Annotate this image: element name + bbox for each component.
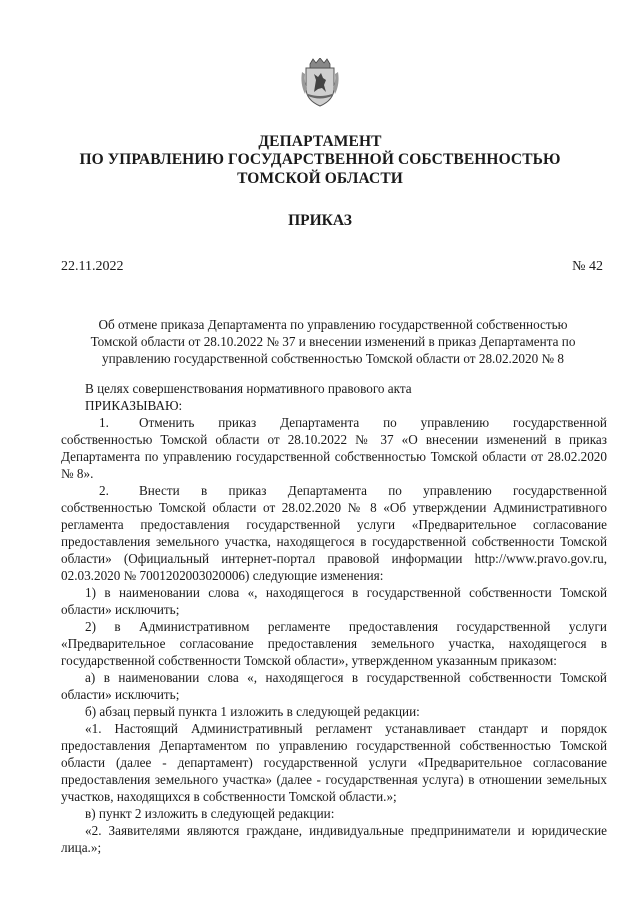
subitem-v-quote: «2. Заявителями являются граждане, индивидуальные предприниматели и юридические лица.»; <box>61 823 607 855</box>
subject-line-3: управлению государственной собственностью Томской области от 28.02.2020 № 8 <box>102 351 564 366</box>
item-1-heading: Отменить приказ Департамента по управлению государственной <box>139 415 607 430</box>
subitem-v: в) пункт 2 изложить в следующей редакции: <box>85 806 335 821</box>
document-type: ПРИКАЗ <box>288 212 352 229</box>
subject-line-1: Об отмене приказа Департамента по управлению государственной собственностью <box>98 317 568 332</box>
department-title-line-2: ПО УПРАВЛЕНИЮ ГОСУДАРСТВЕННОЙ СОБСТВЕННОСТЬЮ <box>79 151 561 168</box>
subitem-2: 2) в Административном регламенте предоставления государственной услуги «Предварительное согласование предоставления земельного участка, находящегося в государственной собственности Томской области», утвержденном указанным приказом: <box>61 619 607 668</box>
item-2-heading: Внести в приказ Департамента по управлению государственной <box>139 483 607 498</box>
item-1-number: 1. <box>99 415 109 430</box>
item-2-text: собственностью Томской области от 28.02.2020 № 8 «Об утверждении Административного регламента предоставления государственной услуги «Предварительное согласование предоставления земельного участка, находящегося в государственной собственности Томской области» (Официальный интернет-портал правовой информации http://www.pravo.gov.ru, 02.03.2020 № 7001202003020006) следующие изменения: <box>61 500 607 583</box>
order-number: № 42 <box>572 259 603 274</box>
item-1-first-line <box>61 414 607 431</box>
item-1-text: собственностью Томской области от 28.10.2022 № 37 «О внесении изменений в приказ Департамента по управлению государственной собственностью Томской области от 28.02.2020 № 8». <box>61 432 607 481</box>
subitem-1: 1) в наименовании слова «, находящегося в государственной собственности Томской области» исключить; <box>61 585 607 617</box>
subitem-b: б) абзац первый пункта 1 изложить в следующей редакции: <box>85 704 420 719</box>
tomsk-coat-of-arms-icon <box>300 58 340 108</box>
order-subject <box>61 316 605 367</box>
department-title-line-3: ТОМСКОЙ ОБЛАСТИ <box>237 170 403 187</box>
subitem-b-quote: «1. Настоящий Административный регламент устанавливает стандарт и порядок предоставления Департаментом по управлению государственной собственностью Томской области (далее - департамент) государственной услуги «Предварительное согласование предоставления земельного участка» (далее - государственная услуга) в отношении земельных участков, находящихся в собственности Томской области.»; <box>61 721 607 804</box>
item-2-first-line <box>61 482 607 499</box>
subitem-a: а) в наименовании слова «, находящегося в государственной собственности Томской области» исключить; <box>61 670 607 702</box>
order-date: 22.11.2022 <box>61 259 124 274</box>
intro-paragraph: В целях совершенствования нормативного правового акта <box>85 381 412 396</box>
department-title-line-1: ДЕПАРТАМЕНТ <box>258 133 382 150</box>
order-body <box>61 380 607 856</box>
subject-line-2: Томской области от 28.10.2022 № 37 и внесении изменений в приказ Департамента по <box>90 334 576 349</box>
order-word: ПРИКАЗЫВАЮ: <box>85 398 183 413</box>
item-2-number: 2. <box>99 483 109 498</box>
